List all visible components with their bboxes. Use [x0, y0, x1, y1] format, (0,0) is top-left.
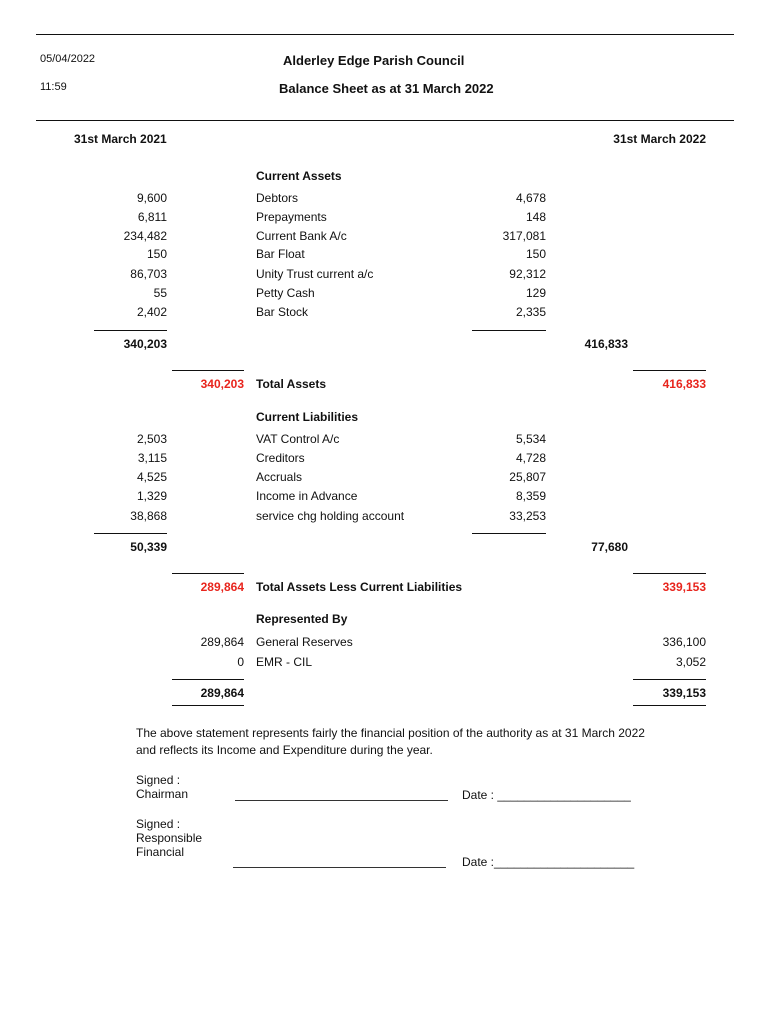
rfo-date-field[interactable]: Date :_____________________ — [462, 855, 635, 869]
net-assets-prev: 289,864 — [200, 580, 244, 594]
item-label: Current Bank A/c — [256, 229, 347, 243]
curr-amount: 33,253 — [509, 509, 546, 523]
item-label: service chg holding account — [256, 509, 405, 523]
curr-amount: 8,359 — [515, 489, 546, 503]
reserves-total-prev: 289,864 — [200, 686, 244, 700]
net-assets-curr: 339,153 — [662, 580, 706, 594]
reserves-double-rule-curr — [633, 705, 706, 706]
item-label: VAT Control A/c — [256, 432, 340, 446]
reserves-rule-curr — [633, 679, 706, 680]
item-label: Petty Cash — [256, 286, 315, 300]
liabilities-rule-curr — [472, 533, 546, 534]
item-label: Debtors — [256, 191, 299, 205]
chair-signature-line[interactable] — [235, 800, 448, 801]
reserves-total-curr: 339,153 — [662, 686, 706, 700]
prev-amount: 55 — [153, 286, 167, 300]
council-name: Alderley Edge Parish Council — [283, 53, 465, 68]
header-top-rule — [36, 34, 734, 35]
section-heading-current-liabilities: Current Liabilities — [256, 410, 359, 424]
section-heading-current-assets: Current Assets — [256, 169, 342, 183]
curr-amount: 150 — [525, 247, 546, 261]
statement-line-2: and reflects its Income and Expenditure during the year. — [136, 743, 433, 757]
prev-amount: 234,482 — [123, 229, 167, 243]
total-rule-prev — [172, 370, 244, 371]
header-bottom-rule — [36, 120, 734, 121]
prev-amount: 150 — [146, 247, 167, 261]
prev-amount: 9,600 — [136, 191, 167, 205]
curr-amount: 3,052 — [675, 655, 706, 669]
item-label: Bar Float — [256, 247, 305, 261]
prev-amount: 86,703 — [130, 267, 167, 281]
col-header-curr: 31st March 2022 — [613, 132, 706, 146]
reserves-double-rule-prev — [172, 705, 244, 706]
chair-date-field[interactable]: Date : ____________________ — [462, 788, 631, 802]
curr-amount: 4,678 — [515, 191, 546, 205]
rfo-role-line-1: Responsible — [136, 831, 203, 845]
item-label: EMR - CIL — [256, 655, 313, 669]
net-rule-curr — [633, 573, 706, 574]
item-label: Income in Advance — [256, 489, 358, 503]
reserves-rule-prev — [172, 679, 244, 680]
prev-amount: 0 — [237, 655, 244, 669]
print-time: 11:59 — [40, 81, 67, 93]
section-heading-represented-by: Represented By — [256, 612, 348, 626]
item-label: Unity Trust current a/c — [256, 267, 374, 281]
item-label: Creditors — [256, 451, 305, 465]
subtotal-rule-prev — [94, 330, 167, 331]
rfo-signature-line[interactable] — [233, 867, 446, 868]
rfo-signed-label: Signed : — [136, 817, 181, 831]
net-rule-prev — [172, 573, 244, 574]
chair-signed-label: Signed : — [136, 773, 181, 787]
current-liabilities-subtotal-curr: 77,680 — [591, 540, 628, 554]
prev-amount: 2,402 — [136, 305, 167, 319]
col-header-prev: 31st March 2021 — [74, 132, 167, 146]
curr-amount: 317,081 — [502, 229, 546, 243]
current-liabilities-subtotal-prev: 50,339 — [130, 540, 167, 554]
prev-amount: 2,503 — [136, 432, 167, 446]
prev-amount: 4,525 — [136, 470, 167, 484]
prev-amount: 3,115 — [137, 451, 167, 465]
curr-amount: 92,312 — [509, 267, 546, 281]
chair-role-label: Chairman — [136, 787, 189, 801]
curr-amount: 336,100 — [662, 635, 706, 649]
curr-amount: 129 — [525, 286, 546, 300]
item-label: Prepayments — [256, 210, 327, 224]
curr-amount: 25,807 — [509, 470, 546, 484]
net-assets-label: Total Assets Less Current Liabilities — [256, 580, 463, 594]
curr-amount: 4,728 — [515, 451, 546, 465]
current-assets-subtotal-curr: 416,833 — [584, 337, 628, 351]
rfo-role-line-2: Financial — [136, 845, 185, 859]
curr-amount: 148 — [525, 210, 546, 224]
liabilities-rule-prev — [94, 533, 167, 534]
page-title: Balance Sheet as at 31 March 2022 — [279, 81, 494, 96]
print-date: 05/04/2022 — [40, 53, 96, 65]
total-rule-curr — [633, 370, 706, 371]
current-assets-subtotal-prev: 340,203 — [123, 337, 167, 351]
prev-amount: 38,868 — [130, 509, 167, 523]
subtotal-rule-curr — [472, 330, 546, 331]
prev-amount: 289,864 — [200, 635, 244, 649]
curr-amount: 5,534 — [515, 432, 546, 446]
item-label: Accruals — [256, 470, 303, 484]
total-assets-curr: 416,833 — [662, 377, 706, 391]
prev-amount: 6,811 — [137, 210, 167, 224]
statement-line-1: The above statement represents fairly the financial position of the authority as at 31 March 2022 — [136, 726, 645, 740]
total-assets-label: Total Assets — [256, 377, 327, 391]
prev-amount: 1,329 — [136, 489, 167, 503]
curr-amount: 2,335 — [515, 305, 546, 319]
item-label: Bar Stock — [256, 305, 309, 319]
item-label: General Reserves — [256, 635, 353, 649]
total-assets-prev: 340,203 — [200, 377, 244, 391]
